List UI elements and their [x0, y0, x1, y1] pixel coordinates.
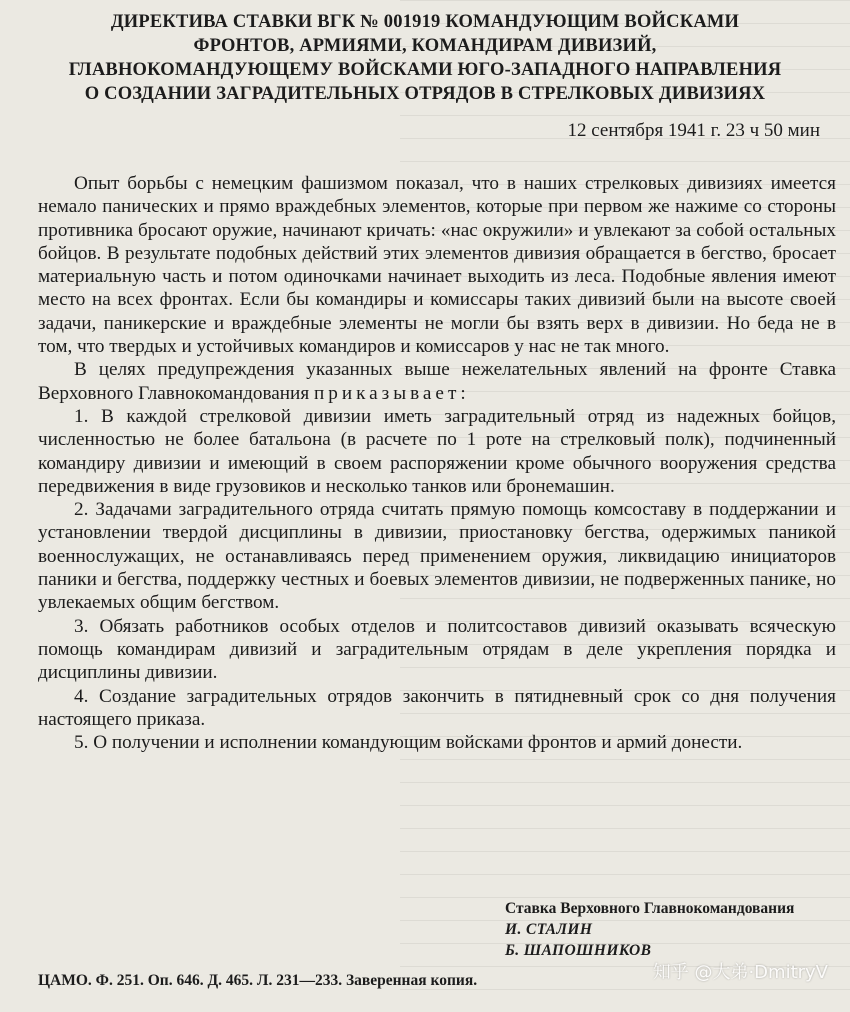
- order-item: 3. Обязать работников особых отделов и политсоставов дивизий оказывать всяческую помощь командирам дивизий и заградительным отрядам в деле укрепления порядка и дисциплины дивизии.: [38, 615, 836, 684]
- intro-paragraph: Опыт борьбы с немецким фашизмом показал, что в наших стрелковых дивизиях имеется немало панических и прямо враждебных элементов, которые при первом же нажиме со стороны противника бросают оружие, начинают кричать: «нас окружили» и увлекают за собой остальных бойцов. В результате подобных действий этих элементов дивизия обращается в бегство, бросает материальную часть и потом одиночками начинает выходить из леса. Подобные явления имеют место на всех фронтах. Если бы командиры и комиссары таких дивизий были на высоте своей задачи, паникерские и враждебные элементы не могли бы взять верх в дивизии. Но беда не в том, что твердых и устойчивых командиров и комиссаров у нас не так много.: [38, 173, 836, 358]
- signature-org: Ставка Верховного Главнокомандования: [505, 900, 795, 917]
- title-line: ГЛАВНОКОМАНДУЮЩЕМУ ВОЙСКАМИ ЮГО-ЗАПАДНОГО НАПРАВЛЕНИЯ: [68, 60, 782, 80]
- order-intro-paragraph: [38, 358, 836, 405]
- order-item: 4. Создание заградительных отрядов закончить в пятидневный срок со дня получения настоящего приказа.: [38, 685, 836, 730]
- signature-name: И. СТАЛИН: [505, 921, 593, 938]
- signature-name: Б. ШАПОШНИКОВ: [505, 942, 652, 959]
- order-item: 2. Задачами заградительного отряда считать прямую помощь комсоставу в поддержании и установлении твердой дисциплины в дивизии, приостановку бегства, одержимых паникой военнослужащих, не останавливаясь перед применением оружия, ликвидацию инициаторов паники и бегства, поддержку честных и боевых элементов дивизии, не подверженных панике, но увлекаемых общим бегством.: [38, 499, 836, 614]
- watermark: 知乎 @大弟·DmitryV: [652, 962, 828, 983]
- signature-block: [505, 898, 845, 961]
- title-line: ДИРЕКТИВА СТАВКИ ВГК № 001919 КОМАНДУЮЩИМ ВОЙСКАМИ: [110, 12, 740, 32]
- document-body: [38, 172, 836, 754]
- order-intro-text: В целях предупреждения указанных выше нежелательных явлений на фронте Ставка Верховного Главнокомандования: [38, 359, 836, 404]
- document-title: [14, 10, 836, 106]
- archive-source: ЦАМО. Ф. 251. Оп. 646. Д. 465. Л. 231—233. Заверенная копия.: [38, 972, 478, 989]
- order-word: приказывает:: [313, 382, 470, 404]
- order-item: 5. О получении и исполнении командующим войсками фронтов и армий донести.: [74, 732, 743, 754]
- title-line: О СОЗДАНИИ ЗАГРАДИТЕЛЬНЫХ ОТРЯДОВ В СТРЕЛКОВЫХ ДИВИЗИЯХ: [84, 84, 766, 104]
- document-date: 12 сентября 1941 г. 23 ч 50 мин: [567, 120, 820, 141]
- order-item: 1. В каждой стрелковой дивизии иметь заградительный отряд из надежных бойцов, численностью не более батальона (в расчете по 1 роте на стрелковый полк), подчиненный командиру дивизии и имеющий в своем распоряжении кроме обычного вооружения средства передвижения в виде грузовиков и несколько танков или бронемашин.: [38, 405, 836, 497]
- title-line: ФРОНТОВ, АРМИЯМИ, КОМАНДИРАМ ДИВИЗИЙ,: [193, 36, 657, 56]
